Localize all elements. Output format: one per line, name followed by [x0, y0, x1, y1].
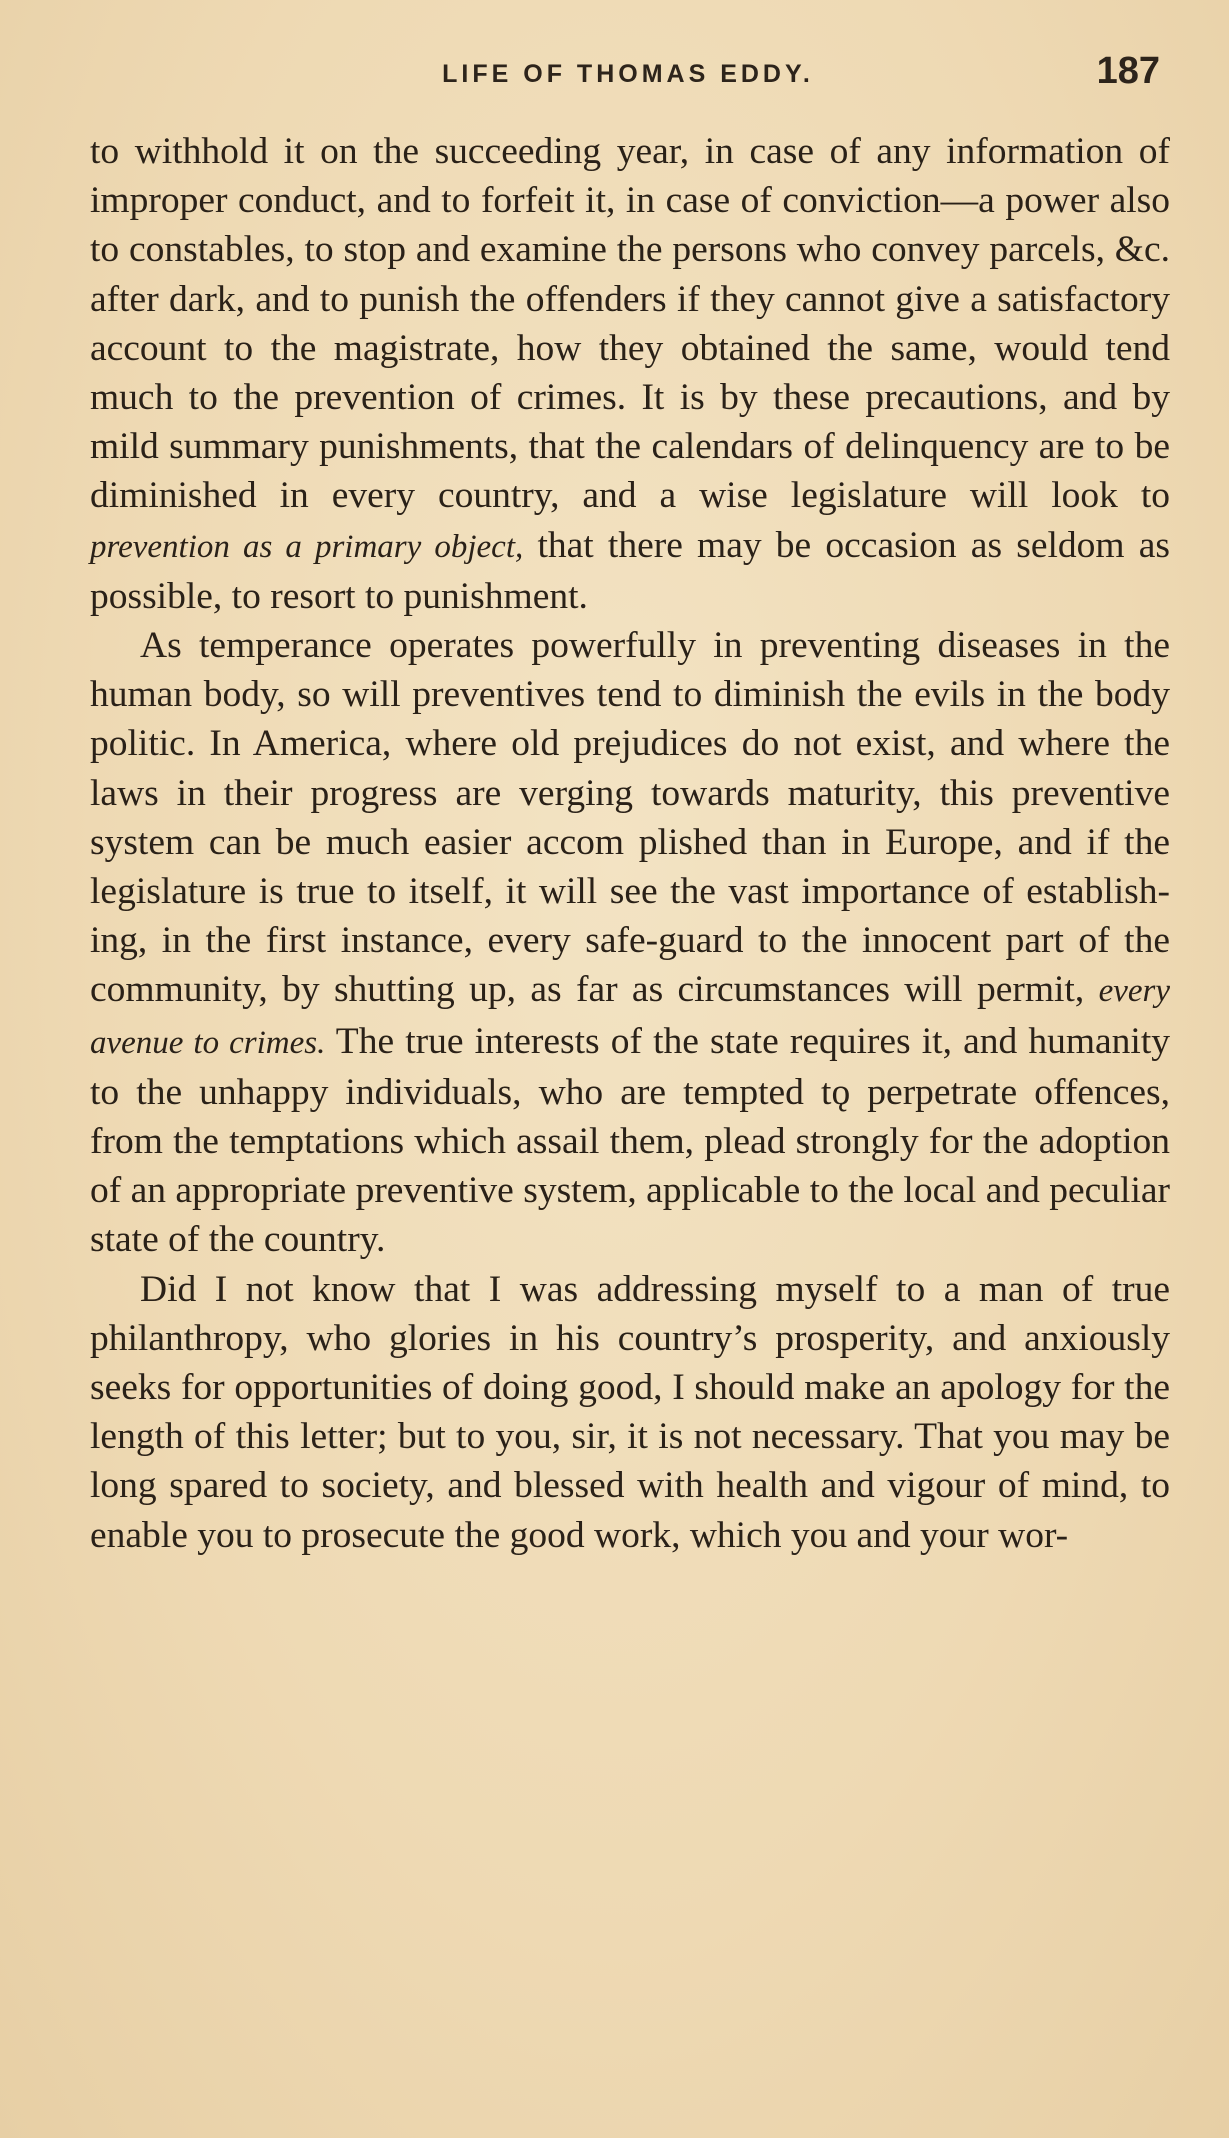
running-title: LIFE OF THOMAS EDDY. [442, 60, 814, 88]
page-number: 187 [1096, 50, 1160, 92]
paragraph-1-text-a: to withhold it on the succeeding year, in case of any information of improper conduct, and to forfeit it, in case of conviction—a power also to constables, to stop and examine the persons who convey parcels, &c. after dark, and to punish the offenders if they cannot give a satisfactory account to the magistrate, how they obtained the same, would tend much to the prevention of crimes. It is by these precautions, and by mild summary punishments, that the calendars of delinquency are to be diminished in every country, and a wise legislature will look to [90, 131, 1170, 517]
body-text [90, 127, 1170, 1560]
running-head [88, 44, 1168, 104]
paragraph-1-italic: prevention as a primary object, [90, 528, 524, 565]
paragraph-1-text-b: that there may be occasion as seldom as possible, to resort to punishment. [90, 524, 1170, 617]
paragraph-1 [90, 127, 1170, 621]
paragraph-2-italic: every avenue to crimes. [90, 973, 1170, 1061]
paragraph-2-text-a: As temperance operates powerfully in preventing diseases in the human body, so will preventives tend to diminish the evils in the body politic. In America, where old prejudices do not exist, and where the laws in their progress are verging towards maturity, this preventive system can be much easier accom plished than in Europe, and if the legislature is true to itself, it will see the vast importance of establishing, in the first instance, every safe-guard to the innocent part of the community, by shutting up, as far as circumstances will permit, [90, 625, 1170, 1011]
paragraph-2-text-b: The true interests of the state requires it, and humanity to the unhappy individuals, who are tempted tǫ perpetrate offences, from the temptations which assail them, plead strongly for the adoption of an appropriate preventive system, applicable to the local and peculiar state of the country. [90, 1020, 1171, 1261]
paragraph-3-text: Did I not know that I was addressing myself to a man of true philanthropy, who glories in his country’s prosperity, and anxiously seeks for opportunities of doing good, I should make an apology for the length of this letter; but to you, sir, it is not necessary. That you may be long spared to society, and blessed with health and vigour of mind, to enable you to prosecute the good work, which you and your wor- [90, 1268, 1170, 1556]
paragraph-3 [90, 1265, 1170, 1560]
paragraph-2 [90, 621, 1170, 1265]
